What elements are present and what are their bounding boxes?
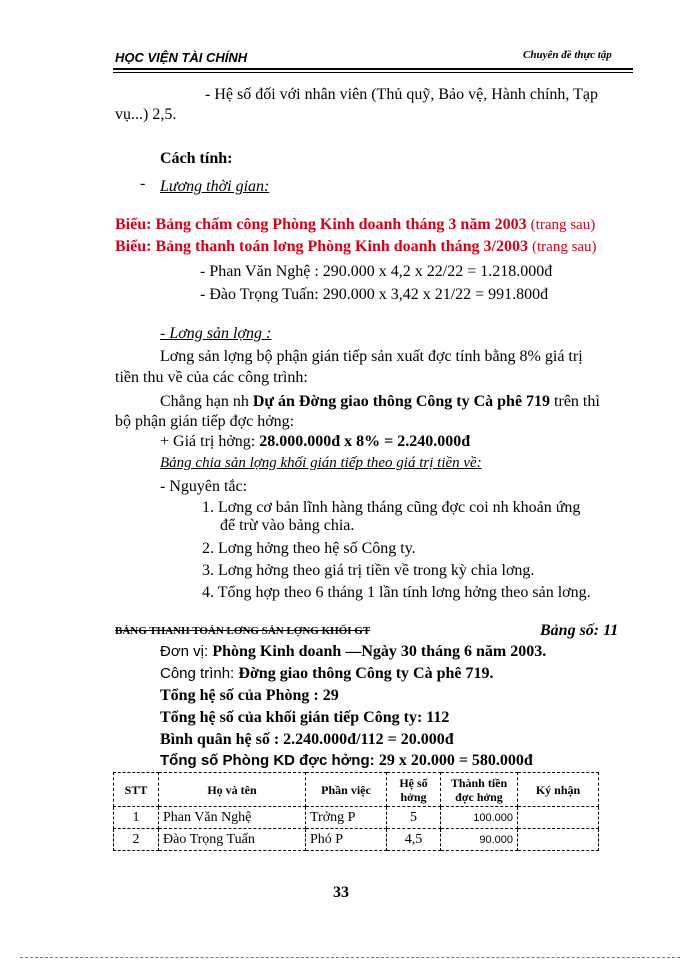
subheading-luong-san-luong: - Lơng sản lợng : xyxy=(160,325,272,342)
cell-stt: 2 xyxy=(114,829,159,851)
info-line: Tổng hệ số của Phòng : 29 xyxy=(160,687,339,704)
table-title: BẢNG THANH TOÁN LƠNG SẢN LỢNG KHỐI GT xyxy=(115,625,371,637)
text-line: - Nguyên tắc: xyxy=(160,478,248,495)
text-line: bộ phận gián tiếp đợc hởng: xyxy=(115,413,295,430)
bullet-mark: - xyxy=(140,175,146,192)
page-number: 33 xyxy=(333,884,349,901)
cell-signature xyxy=(518,829,599,851)
subheading-bang-chia: Bảng chia sản lợng khối gián tiếp theo giá trị tiền về: xyxy=(160,455,482,471)
salary-table xyxy=(113,772,599,851)
text-line: - Hệ số đối với nhân viên (Thủ quỹ, Bảo vệ, Hành chính, Tạp xyxy=(205,86,598,103)
list-item: 1. Lơng cơ bản lĩnh hàng tháng cũng đợc coi nh khoản ứng xyxy=(202,499,581,516)
cell-coef: 4,5 xyxy=(387,829,441,851)
bieu-text: Bảng chấm công Phòng Kinh doanh tháng 3 năm 2003 xyxy=(155,216,527,233)
info-value: 29 x 20.000 = 580.000đ xyxy=(378,752,533,769)
table-number: Bảng số: 11 xyxy=(540,622,619,639)
header-rule-thin xyxy=(113,72,633,73)
value-formula: 28.000.000đ x 8% = 2.240.000đ xyxy=(259,433,471,450)
bieu-line-2 xyxy=(115,238,597,256)
info-value: Đờng giao thông Công ty Cà phê 719. xyxy=(238,665,494,682)
info-line: Bình quân hệ số : 2.240.000đ/112 = 20.000đ xyxy=(160,731,454,748)
text-line: Lơng sản lợng bộ phận gián tiếp sản xuất đợc tính bằng 8% giá trị xyxy=(160,348,583,365)
header-doc-type: Chuyên đề thực tập xyxy=(523,49,612,61)
column-header: STT xyxy=(114,773,159,807)
info-line xyxy=(160,643,546,661)
header-institution: HỌC VIỆN TÀI CHÍNH xyxy=(115,50,248,65)
value-label: + Giá trị hởng: xyxy=(160,433,256,450)
cell-stt: 1 xyxy=(114,807,159,829)
column-header: Phần việc xyxy=(306,773,387,807)
page-bottom-rule xyxy=(20,957,680,958)
list-item: 4. Tổng hợp theo 6 tháng 1 lần tính lơng hởng theo sản lơng. xyxy=(202,584,591,601)
text-fragment: Chẳng hạn nh xyxy=(160,393,249,410)
project-name: Dự án Đờng giao thông Công ty Cà phê 719 xyxy=(252,393,551,410)
bieu-text: Bảng thanh toán lơng Phòng Kinh doanh tháng 3/2003 xyxy=(155,238,528,255)
text-line: tiền thu về của các công trình: xyxy=(115,369,308,386)
info-label: Đơn vị: xyxy=(160,643,209,660)
cell-role: Trởng P xyxy=(306,807,387,829)
list-item: 2. Lơng hởng theo hệ số Công ty. xyxy=(202,540,416,557)
cell-amount: 90.000 xyxy=(441,829,518,851)
subheading-luong-thoi-gian: Lương thời gian: xyxy=(160,178,270,195)
cell-signature xyxy=(518,807,599,829)
bieu-suffix: (trang sau) xyxy=(532,239,597,255)
bieu-line-1 xyxy=(115,216,595,234)
text-fragment: trên thì xyxy=(554,393,600,410)
column-header: Họ và tên xyxy=(159,773,306,807)
cell-amount: 100.000 xyxy=(441,807,518,829)
text-line: vụ...) 2,5. xyxy=(115,106,177,123)
info-label: Tổng số Phòng KD đợc hởng: xyxy=(160,752,375,769)
column-header: Thành tiền đợc hởng xyxy=(441,773,518,807)
table-row xyxy=(114,807,599,829)
calc-line: - Đào Trọng Tuấn: 290.000 x 3,42 x 21/22 = 991.800đ xyxy=(200,286,549,303)
bieu-suffix: (trang sau) xyxy=(530,217,596,233)
cell-coef: 5 xyxy=(387,807,441,829)
cell-role: Phó P xyxy=(306,829,387,851)
list-item-continuation: để trừ vào bảng chia. xyxy=(220,517,355,534)
cell-name: Phan Văn Nghệ xyxy=(159,807,306,829)
list-item: 3. Lơng hởng theo giá trị tiền về trong kỳ chia lơng. xyxy=(202,562,535,579)
table-row xyxy=(114,829,599,851)
bieu-label: Biểu: xyxy=(115,216,152,233)
info-label: Công trình: xyxy=(160,665,235,682)
info-line xyxy=(160,752,533,770)
value-line xyxy=(160,433,470,451)
calc-line: - Phan Văn Nghệ : 290.000 x 4,2 x 22/22 = 1.218.000đ xyxy=(200,263,553,280)
section-heading: Cách tính: xyxy=(160,150,233,167)
header-rule xyxy=(113,68,633,70)
text-line xyxy=(160,393,600,411)
info-value: Phòng Kinh doanh —Ngày 30 tháng 6 năm 2003. xyxy=(212,643,547,660)
info-line: Tổng hệ số của khối gián tiếp Công ty: 112 xyxy=(160,709,450,726)
cell-name: Đào Trọng Tuấn xyxy=(159,829,306,851)
info-line xyxy=(160,665,494,683)
column-header: Hệ số hởng xyxy=(387,773,441,807)
column-header: Ký nhận xyxy=(518,773,599,807)
bieu-label: Biểu: xyxy=(115,238,152,255)
